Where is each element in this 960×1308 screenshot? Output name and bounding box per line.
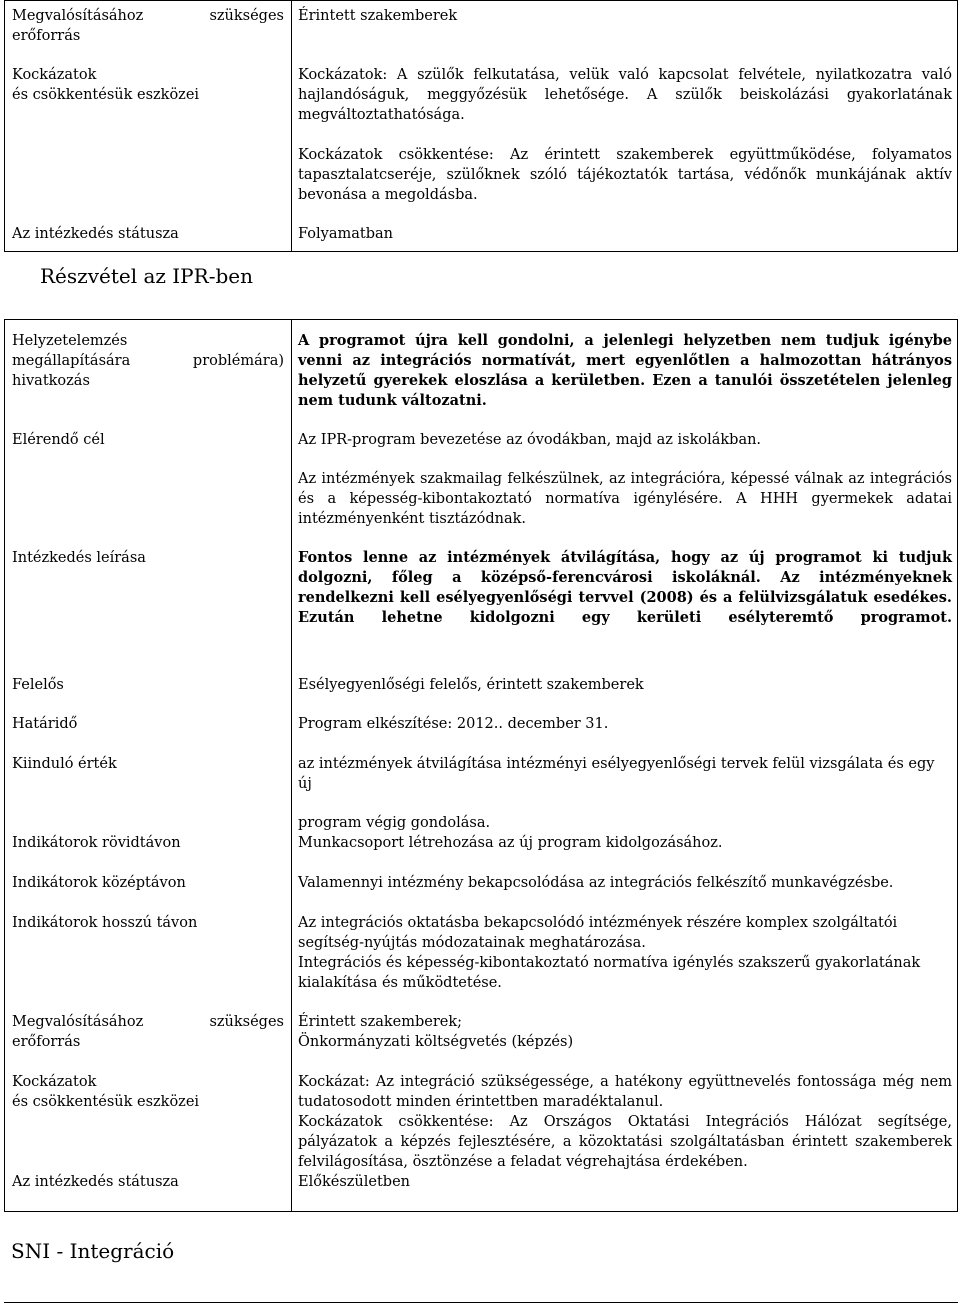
goal-value — [298, 430, 952, 529]
risks-label: Kockázatok és csökkentésük eszközei — [12, 67, 200, 103]
indicators-mid-value: Valamennyi intézmény bekapcsolódása az integrációs felkészítő munkavégzésbe. — [298, 875, 894, 891]
section-title: Részvétel az IPR-ben — [40, 264, 253, 288]
resources-label: Megvalósításához szükséges erőforrás — [12, 8, 284, 44]
risks-text: Kockázatok: A szülők felkutatása, velük való kapcsolat felvétele, nyilatkozatra való hajlandóságuk, meggyőzésük lehetősége. A szülők beiskolázási gyakorlatának megváltoztathatósága. — [298, 67, 952, 123]
indicators-long-label: Indikátorok hosszú távon — [12, 915, 198, 931]
risks-label: Kockázatok és csökkentésük eszközei — [12, 1074, 200, 1110]
footer-title: SNI - Integráció — [11, 1239, 175, 1263]
indicators-long-text-2: Integrációs és képesség-kibontakoztató normatíva igénylés szakszerű gyakorlatának kialakítása és működtetése. — [298, 955, 921, 991]
situation-label: Helyzetelemzés megállapítására problémára) hivatkozás — [12, 333, 284, 389]
situation-value: A programot újra kell gondolni, a jelenlegi helyzetben nem tudjuk igénybe venni az integrációs normatívát, mert egyenlőtlen a halmozottan hátrányos helyzetű gyerekek eloszlása a kerületben. Ezen a tanulói összetételen jelenleg nem tudunk változatni. — [298, 332, 952, 409]
risks-value — [298, 65, 952, 205]
goal-text-2: Az intézmények szakmailag felkészülnek, az integrációra, képessé válnak az integrációs és a képesség-kibontakoztató normatíva igénylésére. A HHH gyermekek adatai intézményenként tisztázódnak. — [298, 471, 952, 527]
measure-table-1 — [4, 0, 958, 252]
status-value: Előkészületben — [298, 1174, 410, 1190]
resources-text-1: Érintett szakemberek; — [298, 1014, 463, 1030]
indicators-short-label: Indikátorok rövidtávon — [12, 835, 181, 851]
action-value: Fontos lenne az intézmények átvilágítása, hogy az új programot ki tudjuk dolgozni, főleg a középső-ferencvárosi iskoláknál. Az intézményeknek rendelkezni kell esélyegyenlőségi tervvel (2008) és a felülvizsgálatuk esedékes. Ezután lehetne kidolgozni egy kerületi esélyteremtő programot. — [298, 549, 952, 626]
resources-value — [298, 1012, 952, 1052]
risk-reduction-text: Kockázatok csökkentése: Az Országos Oktatási Integrációs Hálózat segítsége, pályázatok a képzés fejlesztésére, a közoktatási szolgáltatásban érintett szakemberek felvilágosítása, ösztönzése a feladat végrehajtása érdekében. — [298, 1114, 952, 1170]
responsible-value: Esélyegyenlőségi felelős, érintett szakemberek — [298, 677, 644, 693]
status-label: Az intézkedés státusza — [12, 226, 179, 242]
indicators-long-value — [298, 913, 952, 993]
goal-label: Elérendő cél — [12, 432, 105, 448]
baseline-text-2: program végig gondolása. — [298, 815, 491, 831]
measure-table-2 — [4, 319, 958, 1212]
deadline-label: Határidő — [12, 716, 78, 732]
indicators-long-text-1: Az integrációs oktatásba bekapcsolódó intézmények részére komplex szolgáltatói segítség-nyújtás módozatainak meghatározása. — [298, 915, 898, 951]
action-label: Intézkedés leírása — [12, 550, 146, 566]
status-value: Folyamatban — [298, 226, 393, 242]
deadline-value: Program elkészítése: 2012.. december 31. — [298, 716, 609, 732]
baseline-label: Kiinduló érték — [12, 756, 117, 772]
resources-text-2: Önkormányzati költségvetés (képzés) — [298, 1034, 574, 1050]
baseline-text-1: az intézmények átvilágítása intézményi esélyegyenlőségi tervek felül vizsgálata és egy új — [298, 756, 935, 792]
risks-value — [298, 1072, 952, 1172]
baseline-value — [298, 754, 952, 833]
status-label: Az intézkedés státusza — [12, 1174, 179, 1190]
resources-value: Érintett szakemberek — [298, 8, 458, 24]
page-bottom-rule — [4, 1302, 958, 1303]
resources-label: Megvalósításához szükséges erőforrás — [12, 1014, 284, 1050]
goal-text-1: Az IPR-program bevezetése az óvodákban, majd az iskolákban. — [298, 432, 762, 448]
indicators-mid-label: Indikátorok középtávon — [12, 875, 186, 891]
risk-reduction-text: Kockázatok csökkentése: Az érintett szakemberek együttműködése, folyamatos tapasztalatcseréje, szülőknek szóló tájékoztatók tartása, védőnők munkájának aktív bevonása a megoldásba. — [298, 147, 952, 203]
column-divider — [291, 1, 292, 251]
risks-text: Kockázat: Az integráció szükségessége, a hatékony együttnevelés fontossága még nem tudatosodott minden érintettben maradéktalanul. — [298, 1074, 952, 1110]
column-divider — [291, 320, 292, 1211]
indicators-short-value: Munkacsoport létrehozása az új program kidolgozásához. — [298, 835, 723, 851]
responsible-label: Felelős — [12, 677, 64, 693]
